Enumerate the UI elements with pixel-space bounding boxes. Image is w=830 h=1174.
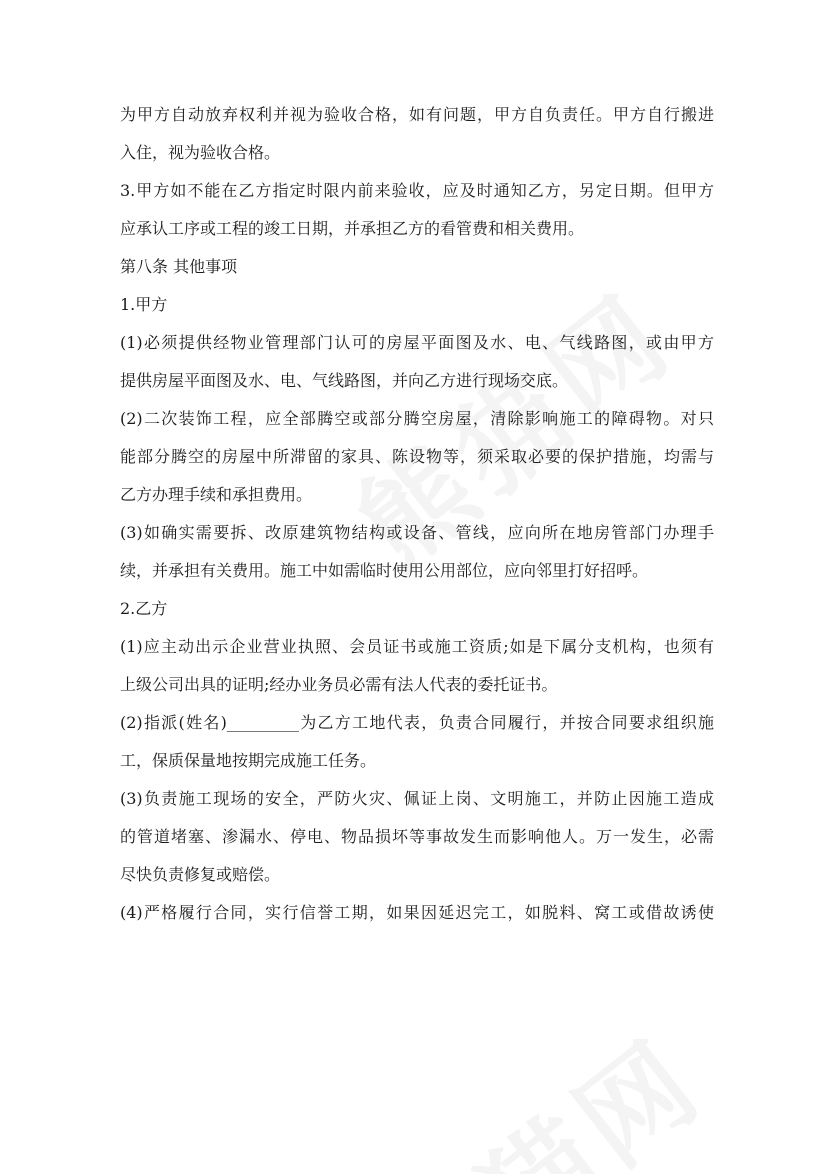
text-line: (2)二次装饰工程，应全部腾空或部分腾空房屋，清除影响施工的障碍物。对只 [120, 409, 714, 428]
section-heading: 第八条 其他事项 [120, 257, 238, 276]
document-body [120, 96, 714, 932]
text-line: (3)负责施工现场的安全，严防火灾、佩证上岗、文明施工，并防止因施工造成 [120, 789, 714, 808]
text-line: 续，并承担有关费用。施工中如需临时使用公用部位，应向邻里打好招呼。 [120, 561, 649, 580]
watermark [350, 996, 731, 1174]
text-line: (3)如确实需要拆、改原建筑物结构或设备、管线，应向所在地房管部门办理手 [120, 523, 714, 542]
text-line: 能部分腾空的房屋中所滞留的家具、陈设物等，须采取必要的保护措施，均需与 [120, 447, 714, 466]
text-line: 乙方办理手续和承担费用。 [120, 485, 313, 504]
text-line: 的管道堵塞、渗漏水、停电、物品损坏等事故发生而影响他人。万一发生，必需 [120, 827, 714, 846]
text-line: 入住，视为验收合格。 [120, 143, 281, 162]
text-line: 提供房屋平面图及水、电、气线路图，并向乙方进行现场交底。 [120, 371, 569, 390]
text-line: (1)必须提供经物业管理部门认可的房屋平面图及水、电、气线路图，或由甲方 [120, 333, 714, 352]
text-line: (1)应主动出示企业营业执照、会员证书或施工资质;如是下属分支机构，也须有 [120, 637, 714, 656]
text-line: (4)严格履行合同，实行信誉工期，如果因延迟完工，如脱料、窝工或借故诱使 [120, 903, 714, 922]
text-line: 上级公司出具的证明;经办业务员必需有法人代表的委托证书。 [120, 675, 558, 694]
subsection-heading: 2.乙方 [120, 599, 168, 618]
text-line: 为甲方自动放弃权利并视为验收合格，如有问题，甲方自负责任。甲方自行搬进 [120, 105, 714, 124]
text-line: 应承认工序或工程的竣工日期，并承担乙方的看管费和相关费用。 [120, 219, 585, 238]
text-line: (2)指派(姓名)_________为乙方工地代表，负责合同履行，并按合同要求组织施 [120, 713, 714, 732]
text-line: 工，保质保量地按期完成施工任务。 [120, 751, 377, 770]
text-line: 3.甲方如不能在乙方指定时限内前来验收，应及时通知乙方，另定日期。但甲方 [120, 181, 714, 200]
subsection-heading: 1.甲方 [120, 295, 168, 314]
text-line: 尽快负责修复或赔偿。 [120, 865, 281, 884]
